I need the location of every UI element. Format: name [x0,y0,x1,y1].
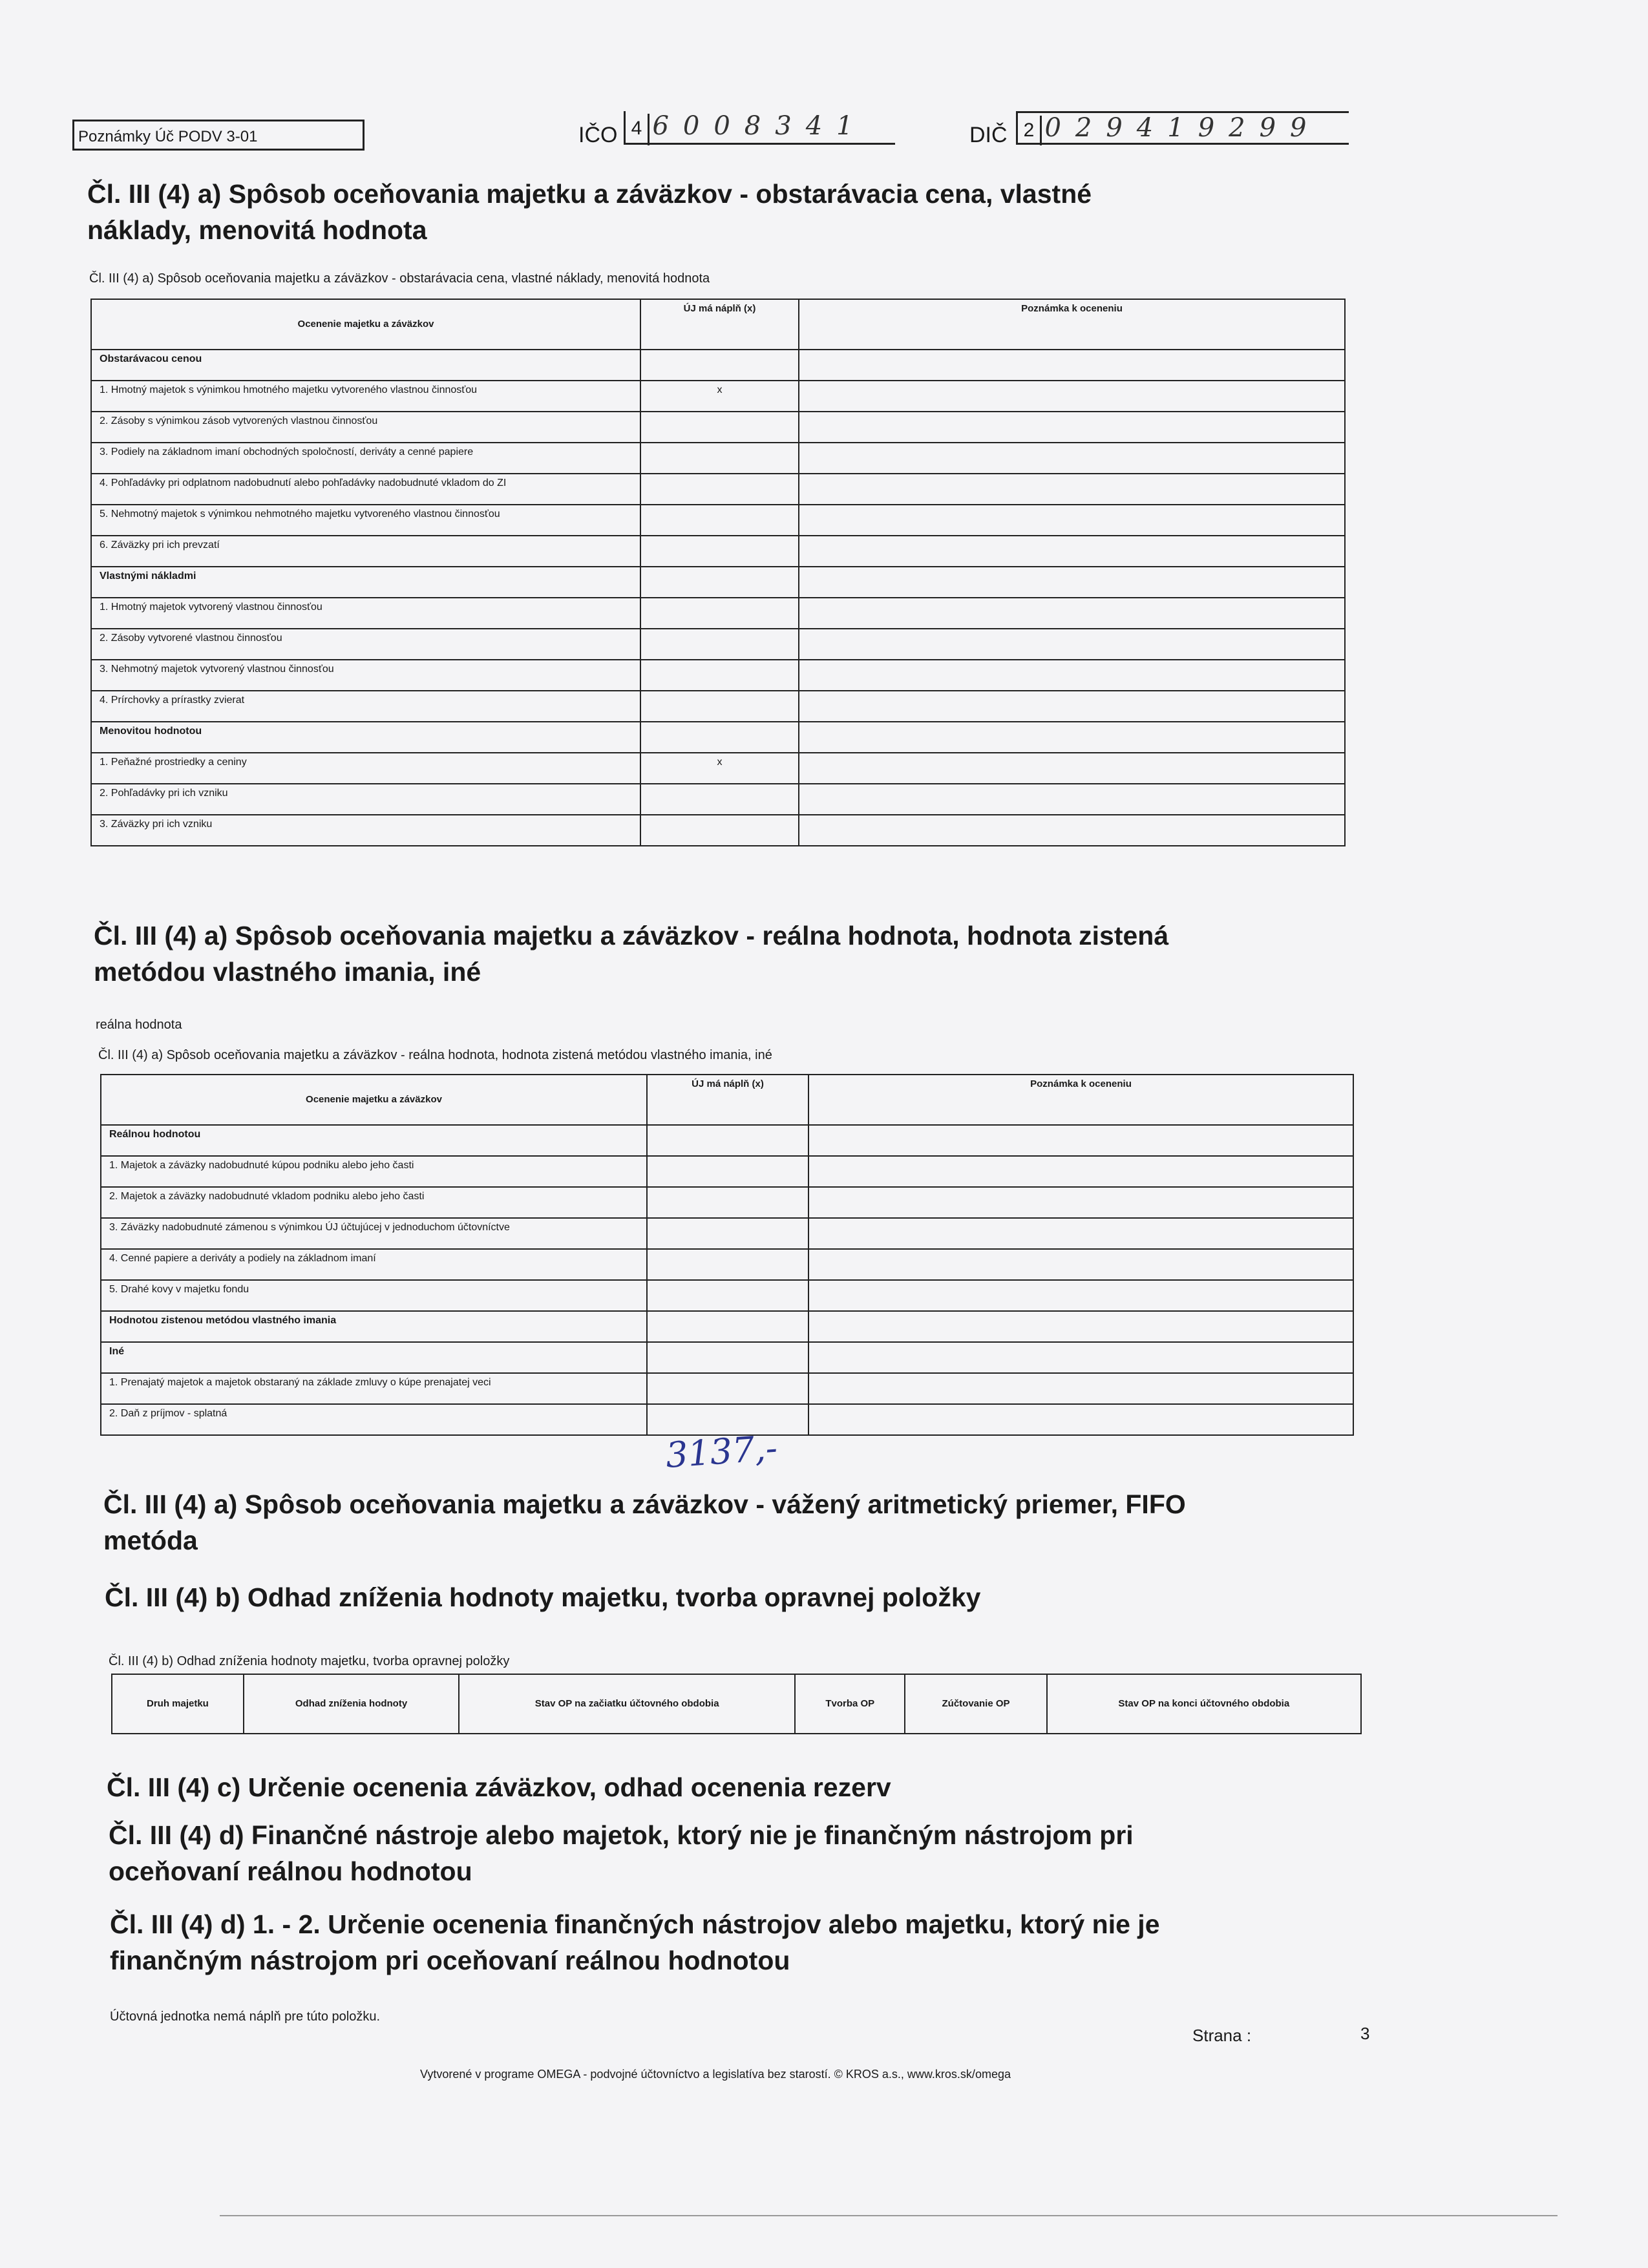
row-mark [640,474,799,505]
table-row [91,505,1345,536]
row-label: Vlastnými nákladmi [91,567,640,598]
col-header-has-content: ÚJ má náplň (x) [640,299,799,350]
row-note [799,629,1345,660]
row-label: 4. Pohľadávky pri odplatnom nadobudnutí alebo pohľadávky nadobudnuté vkladom do ZI [91,474,640,505]
table-group-row [101,1311,1353,1342]
page-label: Strana : [1192,2026,1252,2045]
table-row [91,381,1345,412]
col-header-op-end: Stav OP na konci účtovného obdobia [1047,1674,1361,1734]
row-mark [647,1187,808,1218]
row-mark [640,660,799,691]
row-mark [647,1280,808,1311]
table-row [101,1373,1353,1404]
table-row [91,443,1345,474]
ico-field [624,111,895,145]
valuation-table-cost [90,299,1346,846]
row-note [808,1342,1353,1373]
row-label: 6. Záväzky pri ich prevzatí [91,536,640,567]
row-note [799,784,1345,815]
row-label: 2. Zásoby vytvorené vlastnou činnosťou [91,629,640,660]
row-note [799,722,1345,753]
row-label: Iné [101,1342,647,1373]
row-mark [647,1218,808,1249]
table-row [101,1187,1353,1218]
row-mark [647,1125,808,1156]
col-header-note: Poznámka k oceneniu [808,1075,1353,1125]
ico-handwritten: 6008341 [652,111,867,141]
row-note [808,1218,1353,1249]
table-row [101,1156,1353,1187]
table-row [91,598,1345,629]
row-label: 2. Daň z príjmov - splatná [101,1404,647,1435]
row-note [799,474,1345,505]
row-note [808,1404,1353,1435]
row-label: Obstarávacou cenou [91,350,640,381]
table-row [91,536,1345,567]
row-note [808,1280,1353,1311]
row-label: Reálnou hodnotou [101,1125,647,1156]
col-header-has-content: ÚJ má náplň (x) [647,1075,808,1125]
row-label: Hodnotou zistenou metódou vlastného imania [101,1311,647,1342]
row-mark [640,629,799,660]
row-mark [647,1342,808,1373]
row-mark [640,784,799,815]
row-label: 3. Záväzky nadobudnuté zámenou s výnimkou ÚJ účtujúcej v jednoduchom účtovníctve [101,1218,647,1249]
row-note [799,598,1345,629]
dic-first-digit: 2 [1018,116,1042,145]
row-label: 1. Prenajatý majetok a majetok obstaraný na základe zmluvy o kúpe prenajatej veci [101,1373,647,1404]
table-row [101,1249,1353,1280]
row-mark [640,815,799,846]
row-note [808,1249,1353,1280]
bottom-rule [220,2215,1558,2216]
row-mark: x [640,381,799,412]
impairment-table [111,1674,1362,1734]
section3-heading: Čl. III (4) a) Spôsob oceňovania majetku a záväzkov - vážený aritmetický priemer, FIFO metóda [103,1489,1186,1555]
row-label: 5. Drahé kovy v majetku fondu [101,1280,647,1311]
col-header-valuation: Ocenenie majetku a záväzkov [91,299,640,350]
col-header-note: Poznámka k oceneniu [799,299,1345,350]
section2-caption: Čl. III (4) a) Spôsob oceňovania majetku a záväzkov - reálna hodnota, hodnota zistená metódou vlastného imania, iné [98,1048,772,1062]
row-note [799,753,1345,784]
table-row [101,1280,1353,1311]
row-note [808,1373,1353,1404]
section1-heading: Čl. III (4) a) Spôsob oceňovania majetku a záväzkov - obstarávacia cena, vlastné náklady, menovitá hodnota [87,179,1092,245]
row-note [799,350,1345,381]
handwritten-amount: 3137,- [664,1427,779,1476]
row-mark [640,443,799,474]
row-note [799,691,1345,722]
row-label: 4. Prírchovky a prírastky zvierat [91,691,640,722]
row-note [799,443,1345,474]
row-note [799,381,1345,412]
row-note [799,660,1345,691]
col-header-op-creation: Tvorba OP [795,1674,905,1734]
footer-credit: Vytvorené v programe OMEGA - podvojné účtovníctvo a legislatíva bez starostí. © KROS a.s., www.kros.sk/omega [420,2068,1011,2081]
section7-heading: Čl. III (4) d) 1. - 2. Určenie ocenenia finančných nástrojov alebo majetku, ktorý nie je finančným nástrojom pri oceňovaní reálnou hodnotou [110,1909,1160,1975]
row-note [808,1125,1353,1156]
valuation-table-fair [100,1074,1354,1436]
row-label: 3. Podiely na základnom imaní obchodných spoločností, deriváty a cenné papiere [91,443,640,474]
table-group-row [91,567,1345,598]
row-mark [640,536,799,567]
row-note [799,815,1345,846]
row-note [808,1311,1353,1342]
row-mark [647,1249,808,1280]
row-mark [640,567,799,598]
row-label: 2. Pohľadávky pri ich vzniku [91,784,640,815]
table-row [91,629,1345,660]
row-mark [640,412,799,443]
row-note [808,1187,1353,1218]
row-label: 3. Nehmotný majetok vytvorený vlastnou činnosťou [91,660,640,691]
row-label: 1. Peňažné prostriedky a ceniny [91,753,640,784]
row-mark: x [640,753,799,784]
table-row [91,784,1345,815]
row-label: 2. Zásoby s výnimkou zásob vytvorených vlastnou činnosťou [91,412,640,443]
row-label: 1. Hmotný majetok s výnimkou hmotného majetku vytvoreného vlastnou činnosťou [91,381,640,412]
table-group-row [101,1342,1353,1373]
section2-subnote: reálna hodnota [96,1018,182,1032]
table-group-row [101,1125,1353,1156]
section4-caption: Čl. III (4) b) Odhad zníženia hodnoty majetku, tvorba opravnej položky [109,1654,510,1668]
table-row [91,753,1345,784]
row-label: Menovitou hodnotou [91,722,640,753]
row-note [799,567,1345,598]
table-row [91,691,1345,722]
col-header-valuation: Ocenenie majetku a záväzkov [101,1075,647,1125]
section4-heading: Čl. III (4) b) Odhad zníženia hodnoty majetku, tvorba opravnej položky [105,1582,981,1612]
row-label: 2. Majetok a záväzky nadobudnuté vkladom podniku alebo jeho časti [101,1187,647,1218]
row-note [799,412,1345,443]
row-mark [647,1156,808,1187]
row-note [799,505,1345,536]
ico-first-digit: 4 [626,114,650,145]
row-mark [640,722,799,753]
row-label: 1. Hmotný majetok vytvorený vlastnou činnosťou [91,598,640,629]
row-mark [640,350,799,381]
col-header-asset-type: Druh majetku [112,1674,244,1734]
row-mark [640,691,799,722]
row-label: 3. Záväzky pri ich vzniku [91,815,640,846]
row-label: 1. Majetok a záväzky nadobudnuté kúpou podniku alebo jeho časti [101,1156,647,1187]
ico-label: IČO [578,123,618,147]
table-row [101,1218,1353,1249]
section6-heading: Čl. III (4) d) Finančné nástroje alebo majetok, ktorý nie je finančným nástrojom pri oceňovaní reálnou hodnotou [109,1820,1134,1886]
page-number: 3 [1360,2024,1370,2043]
row-mark [640,598,799,629]
section7-note: Účtovná jednotka nemá náplň pre túto položku. [110,2010,381,2024]
table-group-row [91,722,1345,753]
row-note [808,1156,1353,1187]
section2-heading: Čl. III (4) a) Spôsob oceňovania majetku a záväzkov - reálna hodnota, hodnota zistená metódou vlastného imania, iné [94,921,1169,987]
section1-caption: Čl. III (4) a) Spôsob oceňovania majetku a záväzkov - obstarávacia cena, vlastné náklady, menovitá hodnota [89,271,710,286]
dic-field [1016,111,1349,145]
col-header-impairment-estimate: Odhad zníženia hodnoty [244,1674,459,1734]
row-label: 5. Nehmotný majetok s výnimkou nehmotného majetku vytvoreného vlastnou činnosťou [91,505,640,536]
section5-heading: Čl. III (4) c) Určenie ocenenia záväzkov, odhad ocenenia rezerv [107,1772,891,1802]
col-header-op-start: Stav OP na začiatku účtovného obdobia [459,1674,795,1734]
row-mark [647,1373,808,1404]
table-row [91,412,1345,443]
form-id-box: Poznámky Úč PODV 3-01 [72,120,364,151]
table-row [91,660,1345,691]
row-mark [640,505,799,536]
col-header-op-settlement: Zúčtovanie OP [905,1674,1046,1734]
row-label: 4. Cenné papiere a deriváty a podiely na základnom imaní [101,1249,647,1280]
table-group-row [91,350,1345,381]
dic-label: DIČ [969,123,1008,147]
row-mark [647,1311,808,1342]
dic-handwritten: 029419299 [1044,113,1321,143]
table-row [91,474,1345,505]
table-row [91,815,1345,846]
row-note [799,536,1345,567]
